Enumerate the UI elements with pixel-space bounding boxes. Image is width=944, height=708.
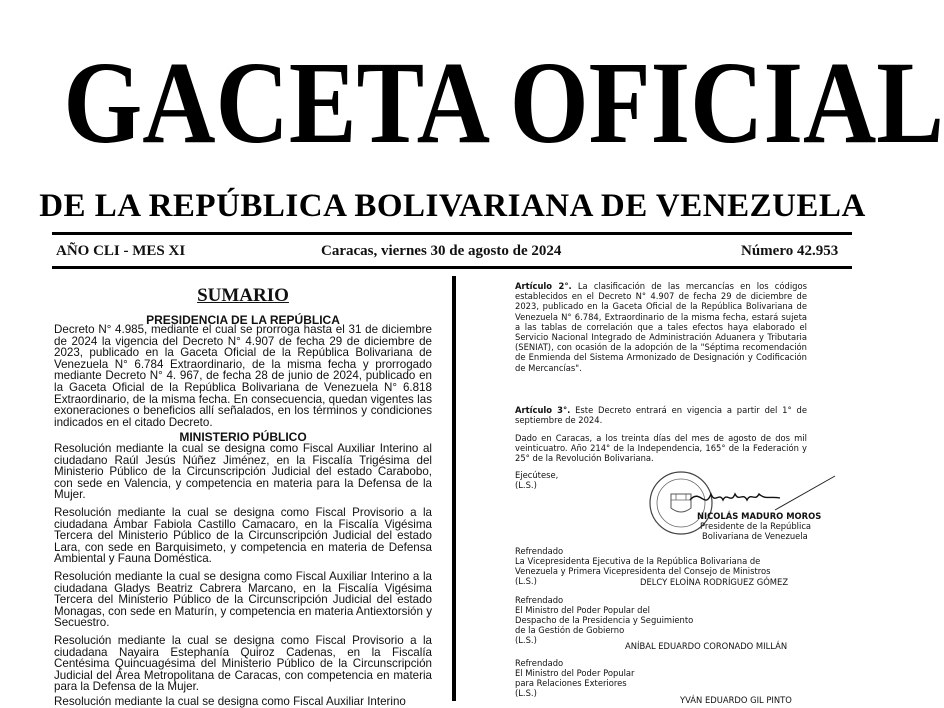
minister1-title-line1: El Ministro del Poder Popular del [515, 605, 650, 615]
presidencia-decree-summary: Decreto N° 4.985, mediante el cual se prorroga hasta el 31 de diciembre de 2024 la vigencia del Decreto N° 4.907 de fecha 29 de diciembre de 2023, publicado en la Gaceta Oficial de la República Bolivariana de Venezuela N° 6.784 Extraordinario, de la misma fecha y prorrogado mediante Decreto N° 4. 967, de fecha 28 de junio de 2024, publicado en la Gaceta Oficial de la República Bolivariana de Venezuela N° 6.818 Extraordinario, de la misma fecha. En consecuencia, quedan vigentes las exoneraciones o beneficios allí señalados, en los términos y condiciones indicados en el citado Decreto. [54, 323, 432, 429]
vp-title-line1: La Vicepresidenta Ejecutiva de la República Bolivariana de [515, 556, 761, 566]
sumario-title: SUMARIO [197, 285, 289, 306]
issue-number: Número 42.953 [741, 243, 839, 259]
top-rule [52, 232, 852, 235]
minister2-title-line1: El Ministro del Poder Popular [515, 668, 635, 678]
vp-title-line2: Venezuela y Primera Vicepresidenta del Consejo de Ministros [515, 566, 771, 576]
resolution-item: Resolución mediante la cual se designa como Fiscal Auxiliar Interino a la ciudadana Gladys Beatriz Cabrera Marcano, en la Fiscalía Vigésima Tercera del Ministerio Público de la Circunscripción Judicial del estado Monagas, con sede en Maturín, y competencia en materia Antiextorsión y Secuestro. [54, 570, 432, 630]
minister1-title-line3: de la Gestión de Gobierno [515, 625, 625, 635]
article-3-text: Este Decreto entrará en vigencia a partir del 1° de septiembre de 2024. [515, 405, 807, 426]
ls-mark: (L.S.) [515, 688, 537, 698]
ejecutese: Ejecútese, [515, 470, 559, 480]
gazette-title: GACETA OFICIAL [63, 37, 944, 168]
gazette-subtitle: DE LA REPÚBLICA BOLIVARIANA DE VENEZUELA [39, 188, 866, 224]
president-title-line2: Bolivariana de Venezuela [702, 531, 808, 541]
resolution-item: Resolución mediante la cual se designa como Fiscal Provisorio a la ciudadana Nayaira Estephanía Quiroz Cadenas, en la Fiscalía Centésima Quincuagésima del Ministerio Público de la Circunscripción Judicial del Área Metropolitana de Caracas, con competencia en materia para la Defensa de la Mujer. [54, 634, 432, 694]
minister2-title-line2: para Relaciones Exteriores [515, 678, 627, 688]
ls-mark: (L.S.) [515, 480, 537, 490]
resolution-item: Resolución mediante la cual se designa como Fiscal Auxiliar Interino al ciudadano Raúl Jesús Núñez Jiménez, en la Fiscalía Trigésima del Ministerio Público de la Circunscripción Judicial del estado Carabobo, con sede en Valencia, y competencia en materia para la Defensa de la Mujer. [54, 442, 432, 502]
minister1-name: ANÍBAL EDUARDO CORONADO MILLÁN [625, 641, 788, 651]
dado-en-caracas: Dado en Caracas, a los treinta días del mes de agosto de dos mil veinticuatro. Año 214° de la Independencia, 165° de la Federación y 25° de la Revolución Bolivariana. [515, 433, 807, 464]
issue-date: Caracas, viernes 30 de agosto de 2024 [321, 243, 562, 259]
president-title-line1: Presidente de la República [700, 521, 812, 531]
vp-name: DELCY ELOÍNA RODRÍGUEZ GÓMEZ [640, 577, 789, 587]
ls-mark: (L.S.) [515, 635, 537, 645]
article-2-label: Artículo 2°. [515, 281, 572, 291]
article-2-text: La clasificación de las mercancías en los códigos establecidos en el Decreto N° 4.907 de fecha 29 de diciembre de 2023, publicado en la Gaceta Oficial de la República Bolivariana de Venezuela N° 6.784, Extraordinario de la misma fecha, estará sujeta a las tablas de correlación que a tales efectos haya elaborado el Servicio Nacional Integrado de Administración Aduanera y Tributaria (SENIAT), con ocasión de la adopción de la "Séptima recomendación de Enmienda del Sistema Armonizado de Designación y Codificación de Mercancías". [515, 281, 807, 373]
minister1-title-line2: Despacho de la Presidencia y Seguimiento [515, 615, 694, 625]
ministerio-heading: MINISTERIO PÚBLICO [179, 430, 307, 444]
article-3-label: Artículo 3°. [515, 405, 571, 415]
ls-mark: (L.S.) [515, 576, 537, 586]
resolution-item: Resolución mediante la cual se designa como Fiscal Provisorio a la ciudadana Ámbar Fabiola Castillo Camacaro, en la Fiscalía Vigésima Tercera del Ministerio Público de la Circunscripción Judicial del estado Lara, con sede en Barquisimeto, y competencia en materia de Defensa Ambiental y Fauna Doméstica. [54, 506, 432, 566]
article-3 [515, 405, 807, 425]
refrendado-label: Refrendado [515, 595, 564, 605]
bottom-rule [52, 266, 852, 269]
resolution-item-cut: Resolución mediante la cual se designa como Fiscal Auxiliar Interino [54, 695, 406, 708]
minister2-name: YVÁN EDUARDO GIL PINTO [680, 695, 792, 705]
column-divider [452, 276, 456, 701]
article-2 [515, 281, 807, 373]
year-month: AÑO CLI - MES XI [56, 243, 186, 259]
refrendado-label: Refrendado [515, 658, 564, 668]
refrendado-label: Refrendado [515, 546, 564, 556]
president-name: NICOLÁS MADURO MOROS [697, 511, 822, 521]
presidencia-heading: PRESIDENCIA DE LA REPÚBLICA [146, 313, 340, 327]
